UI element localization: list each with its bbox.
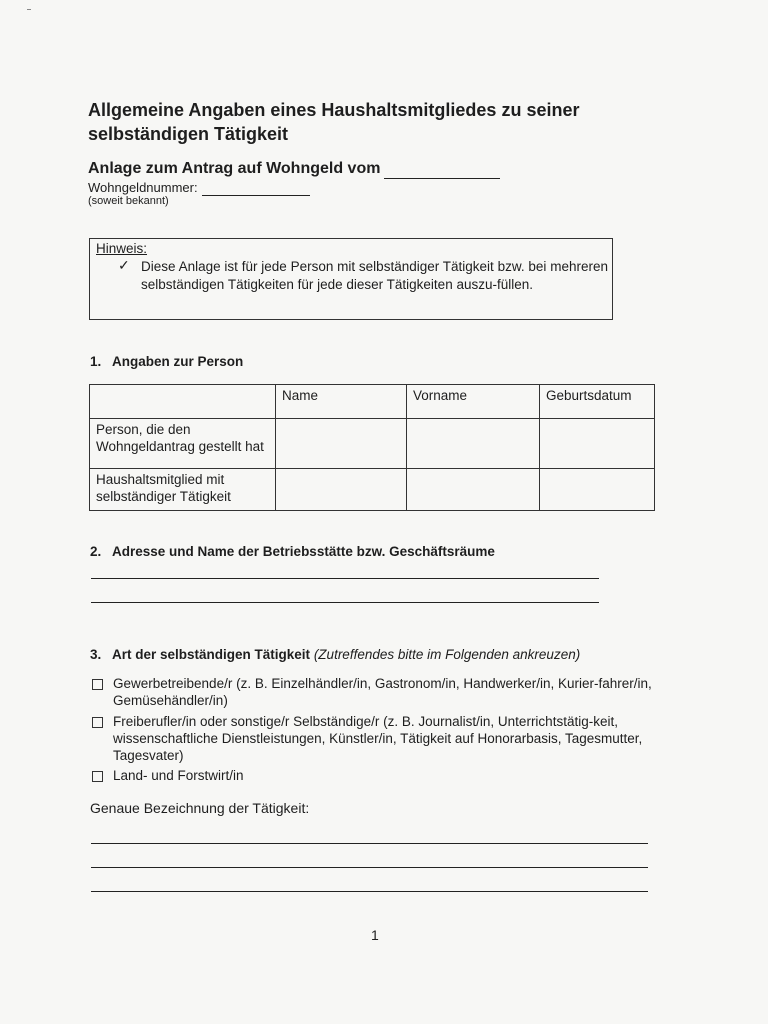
checkbox-freiberufler[interactable]: [92, 717, 103, 728]
checkbox-landwirt[interactable]: [92, 771, 103, 782]
section-2-number: 2.: [90, 544, 102, 559]
antrag-date-field[interactable]: [384, 160, 500, 179]
subtitle: [88, 160, 500, 179]
geburtsdatum-field[interactable]: [540, 469, 655, 511]
section-2-title: Adresse und Name der Betriebsstätte bzw. Geschäftsräume: [112, 544, 495, 559]
table-row: [90, 469, 655, 511]
hint-label: Hinweis:: [96, 241, 148, 256]
table-row: [90, 419, 655, 469]
description-line-3[interactable]: [91, 891, 648, 892]
wohngeldnummer-note: (soweit bekannt): [88, 195, 169, 207]
name-field[interactable]: [276, 419, 407, 469]
scan-speck: [27, 9, 31, 10]
address-line-2[interactable]: [91, 602, 599, 603]
section-3-heading: [90, 647, 580, 662]
section-3-number: 3.: [90, 647, 102, 662]
option-label: Freiberufler/in oder sonstige/r Selbständige/r (z. B. Journalist/in, Unterrichtstätig-keit, wissenschaftliche Dienstleistungen, Künstler/in, Tätigkeit auf Honorarbasis, Tagesmutter, Tagesvater): [113, 714, 643, 763]
table-header-cell: Vorname: [407, 385, 540, 419]
description-line-1[interactable]: [91, 843, 648, 844]
row-label: Person, die den Wohngeldantrag gestellt hat: [90, 419, 276, 469]
section-2-heading: [90, 544, 495, 559]
page-number: 1: [371, 927, 379, 943]
geburtsdatum-field[interactable]: [540, 419, 655, 469]
row-label: Haushaltsmitglied mit selbständiger Tätigkeit: [90, 469, 276, 511]
table-header-cell: Name: [276, 385, 407, 419]
vorname-field[interactable]: [407, 469, 540, 511]
section-1-heading: [90, 354, 243, 369]
vorname-field[interactable]: [407, 419, 540, 469]
description-line-2[interactable]: [91, 867, 648, 868]
wohngeldnummer-row: [88, 180, 310, 196]
exact-description-label: Genaue Bezeichnung der Tätigkeit:: [90, 800, 310, 816]
section-3-instruction: (Zutreffendes bitte im Folgenden ankreuzen): [313, 647, 581, 662]
subtitle-text: Anlage zum Antrag auf Wohngeld vom: [88, 160, 381, 177]
section-3-title: Art der selbständigen Tätigkeit: [112, 647, 311, 662]
name-field[interactable]: [276, 469, 407, 511]
checkmark-icon: ✓: [118, 257, 130, 273]
wohngeldnummer-label: Wohngeldnummer:: [88, 180, 198, 195]
section-1-number: 1.: [90, 354, 102, 369]
option-label: Gewerbetreibende/r (z. B. Einzelhändler/in, Gastronom/in, Handwerker/in, Kurier-fahrer/in, Gemüsehändler/in): [113, 676, 652, 708]
wohngeldnummer-field[interactable]: [202, 180, 310, 196]
section-1-title: Angaben zur Person: [112, 354, 244, 369]
address-line-1[interactable]: [91, 578, 599, 579]
hint-text: Diese Anlage ist für jede Person mit selbständiger Tätigkeit bzw. bei mehreren selbständigen Tätigkeiten für jede dieser Tätigkeiten auszu-füllen.: [141, 259, 608, 292]
checkbox-gewerbe[interactable]: [92, 679, 103, 690]
table-header-cell: Geburtsdatum: [540, 385, 655, 419]
page-title: Allgemeine Angaben eines Haushaltsmitgliedes zu seiner selbständigen Tätigkeit: [88, 100, 580, 144]
hint-box: [89, 238, 613, 320]
table-header-cell: [90, 385, 276, 419]
option-label: Land- und Forstwirt/in: [113, 768, 244, 783]
persons-table: [89, 384, 655, 511]
table-header-row: [90, 385, 655, 419]
